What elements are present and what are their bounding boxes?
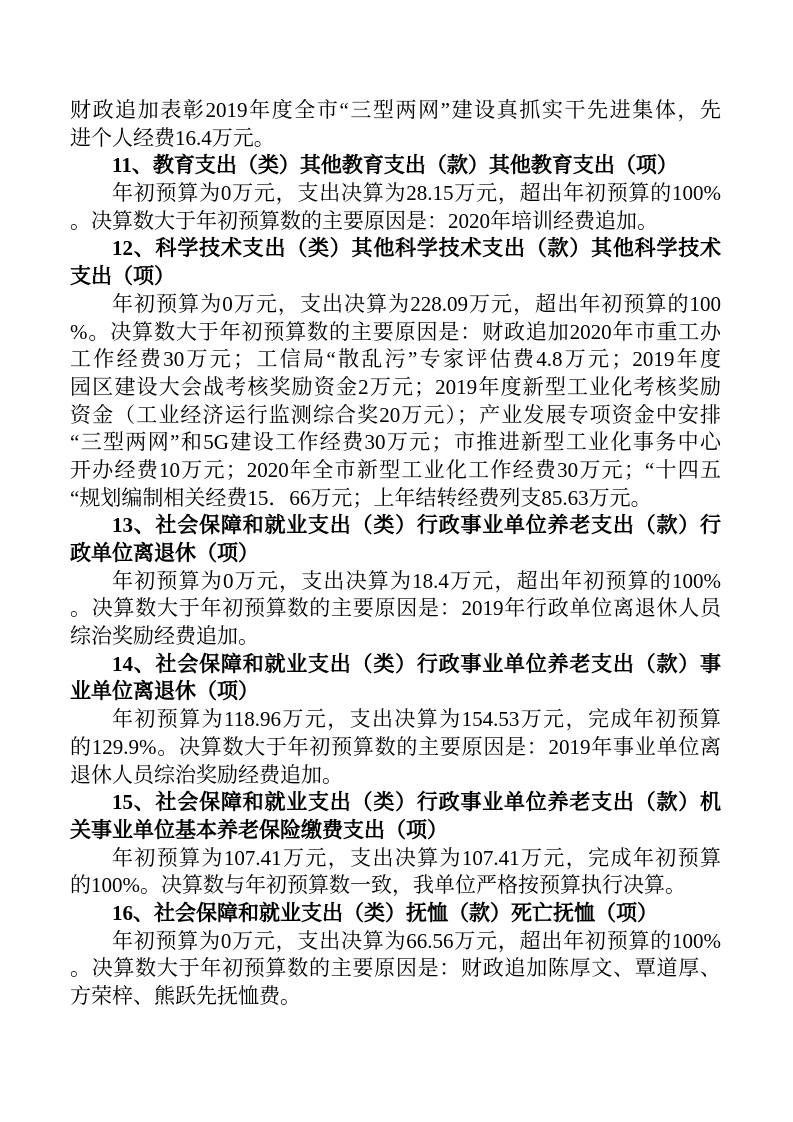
text-line: 园区建设大会战考核奖励资金2万元；2019年度新型工业化考核奖励 [70,374,721,399]
text-line: %。决算数大于年初预算数的主要原因是：财政追加2020年市重工办 [70,319,721,344]
text-line: 方荣梓、熊跃先抚恤费。 [70,984,301,1008]
heading-line: 业单位离退休（项） [70,679,259,704]
text-line: “三型两网”和5G建设工作经费30万元；市推进新型工业化事务中心 [70,430,721,455]
text-line: 。决算数大于年初预算数的主要原因是：2019年行政单位离退休人员 [70,596,721,621]
text-line: 。决算数大于年初预算数的主要原因是：2020年培训经费追加。 [70,208,658,233]
text-line: 年初预算为0万元，支出决算为28.15万元，超出年初预算的100% [112,181,721,206]
heading-line: 支出（项） [70,264,175,289]
text-line: “规划编制相关经费15．66万元；上年结转经费列支85.63万元。 [70,485,652,510]
text-line: 开办经费10万元；2020年全市新型工业化工作经费30万元；“十四五 [70,457,721,482]
text-line: 年初预算为0万元，支出决算为66.56万元，超出年初预算的100% [112,928,721,953]
text-line: 工作经费30万元；工信局“散乱污”专家评估费4.8万元；2019年度 [70,347,721,372]
heading-line: 14、社会保障和就业支出（类）行政事业单位养老支出（款）事 [112,651,721,676]
heading-line: 12、科学技术支出（类）其他科学技术支出（款）其他科学技术 [112,236,721,261]
text-line: 综治奖励经费追加。 [70,624,259,649]
heading-line: 15、社会保障和就业支出（类）行政事业单位养老支出（款）机 [112,790,721,815]
heading-line: 政单位离退休（项） [70,541,259,565]
text-line: 年初预算为107.41万元，支出决算为107.41万元，完成年初预算 [112,845,721,870]
text-line: 年初预算为0万元，支出决算为228.09万元，超出年初预算的100 [112,291,721,316]
text-line: 年初预算为118.96万元，支出决算为154.53万元，完成年初预算 [112,707,721,732]
text-line: 财政追加表彰2019年度全市“三型两网”建设真抓实干先进集体，先 [70,98,721,122]
heading-line: 关事业单位基本养老保险缴费支出（项） [70,817,448,842]
heading-line: 13、社会保障和就业支出（类）行政事业单位养老支出（款）行 [112,513,721,538]
heading-line: 16、社会保障和就业支出（类）抚恤（款）死亡抚恤（项） [112,900,658,925]
document-body [70,97,721,1011]
text-line: 年初预算为0万元，支出决算为18.4万元，超出年初预算的100% [112,568,721,593]
text-line: 进个人经费16.4万元。 [70,125,275,150]
heading-line: 11、教育支出（类）其他教育支出（款）其他教育支出（项） [112,153,678,178]
text-line: 退休人员综治奖励经费追加。 [70,762,343,787]
text-line: 资金（工业经济运行监测综合奖20万元）；产业发展专项资金中安排 [70,402,721,427]
text-line: 的129.9%。决算数大于年初预算数的主要原因是：2019年事业单位离 [70,734,721,759]
text-line: 的100%。决算数与年初预算数一致，我单位严格按预算执行决算。 [70,873,686,898]
text-line: 。决算数大于年初预算数的主要原因是：财政追加陈厚文、覃道厚、 [70,956,721,981]
